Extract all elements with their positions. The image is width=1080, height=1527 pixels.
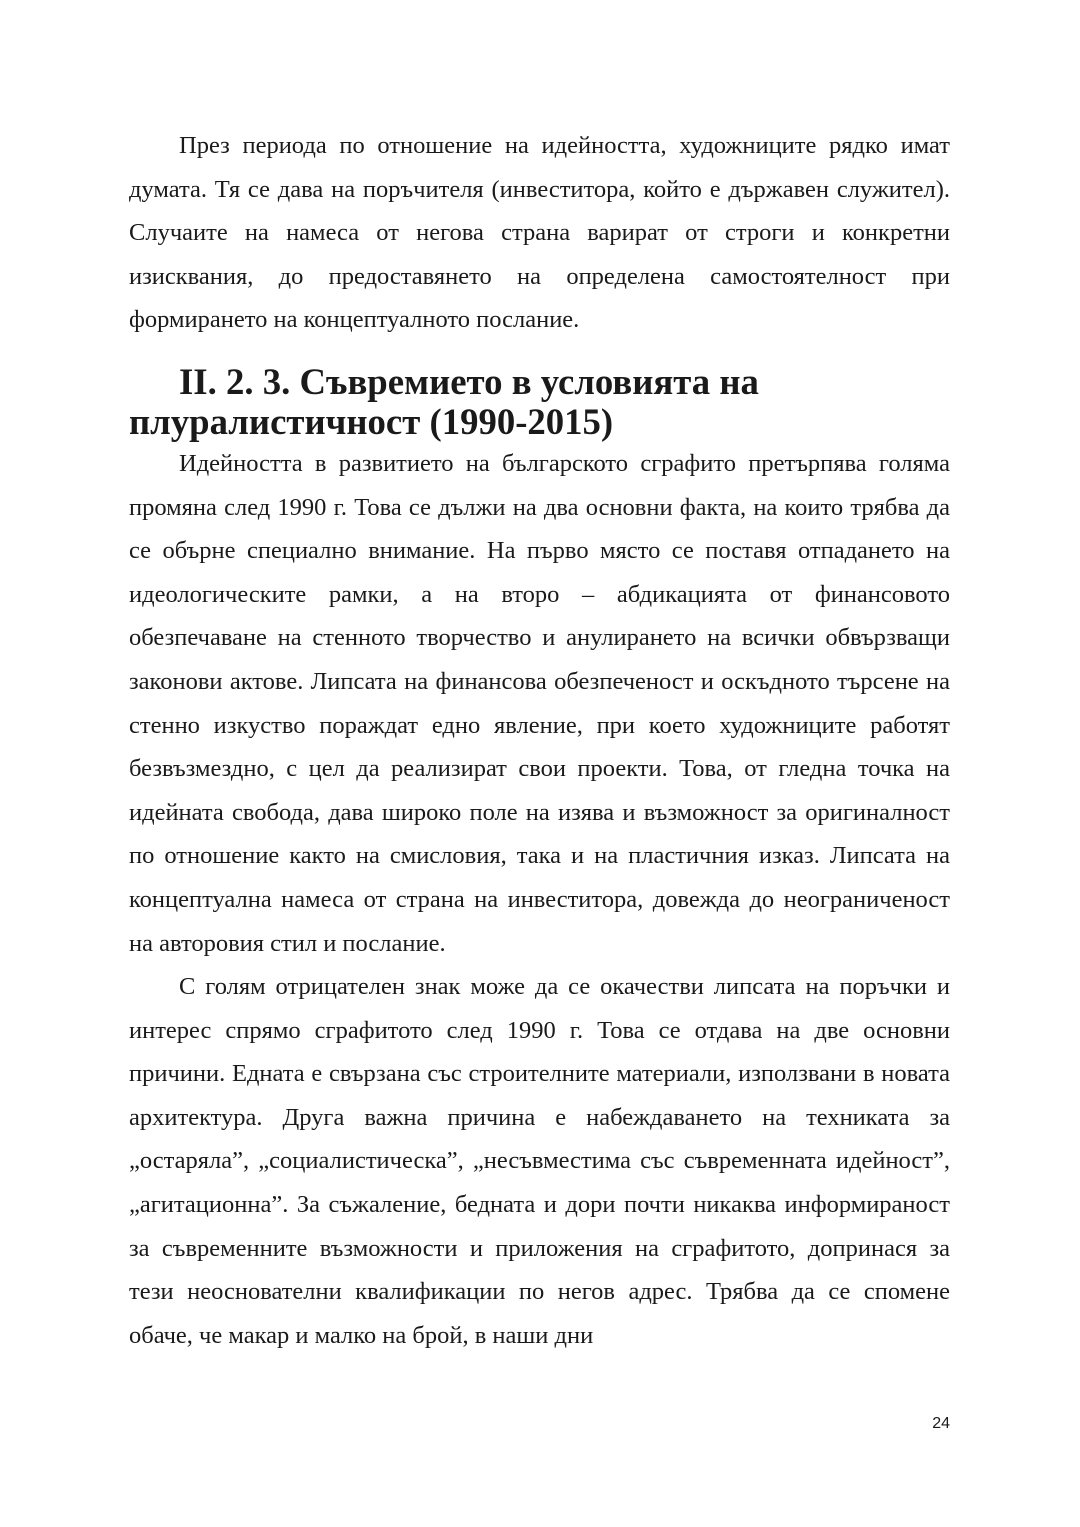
page-number: 24 [932,1415,950,1432]
page-body [129,124,950,1357]
paragraph-ideology-period: През периода по отношение на идейността, художниците рядко имат думата. Тя се дава на поръчителя (инвеститора, който е държавен служител). Случаите на намеса от негова страна варират от строги и конкретни изисквания, до предоставянето на определена самостоятелност при формирането на концептуалното послание. [129,132,950,334]
paragraph-negative-sign: С голям отрицателен знак може да се окачестви липсата на поръчки и интерес спрямо сграфитото след 1990 г. Това се отдава на две основни причини. Едната е свързана със строителните материали, използвани в новата архитектура. Друга важна причина е набеждаването на техниката за „остаряла”, „социалистическа”, „несъвместима със съвременната идейност”, „агитационна”. За съжаление, бедната и дори почти никаква информираност за съвременните възможности и приложения на сграфитото, допринася за тези неоснователни квалификации по негов адрес. Трябва да се спомене обаче, че макар и малко на брой, в наши дни [129,973,950,1349]
section-heading: II. 2. 3. Съвремието в условията на плуралистичност (1990-2015) [129,360,759,442]
paragraph-changes-after-1990: Идейността в развитието на българското сграфито претърпява голяма промяна след 1990 г. Това се дължи на два основни факта, на които трябва да се обърне специално внимание. На първо място се поставя отпадането на идеологическите рамки, а на второ – абдикацията от финансовото обезпечаване на стенното творчество и анулирането на всички обвързващи законови актове. Липсата на финансова обезпеченост и оскъдното търсене на стенно изкуство пораждат едно явление, при което художниците работят безвъзмездно, с цел да реализират свои проекти. Това, от гледна точка на идейната свобода, дава широко поле на изява и възможност за оригиналност по отношение както на смисловия, така и на пластичния изказ. Липсата на концептуална намеса от страна на инвеститора, довежда до неограниченост на авторовия стил и послание. [129,449,950,957]
